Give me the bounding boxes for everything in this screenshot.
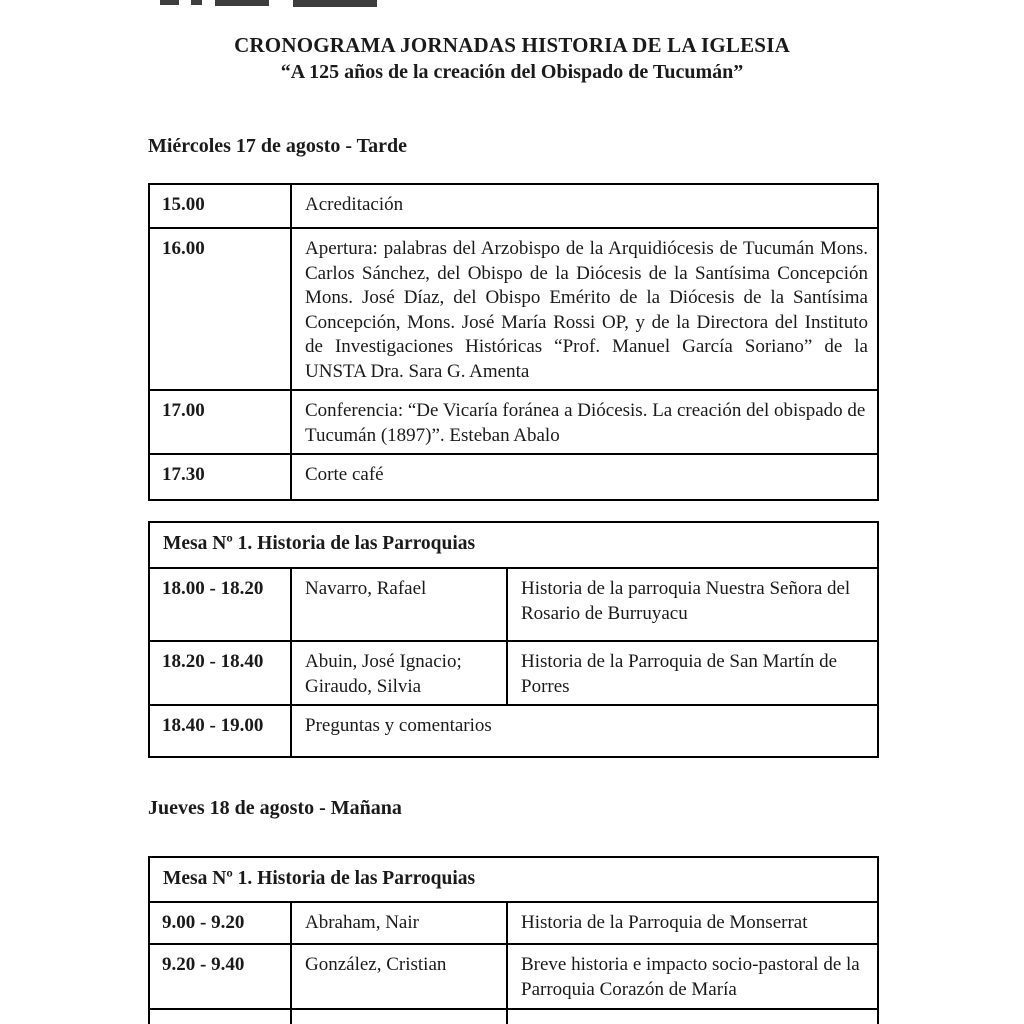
clipped-text-fragment [293,0,377,7]
table-row [149,902,878,944]
description-cell: Acreditación [291,184,878,228]
topic-cell [507,1009,878,1024]
table-row [149,522,878,568]
topic-cell: Historia de la parroquia Nuestra Señora del Rosario de Burruyacu [507,568,878,641]
table-row [149,857,878,902]
description-cell: Corte café [291,454,878,500]
mesa1-table-wednesday [148,521,879,758]
description-cell: Apertura: palabras del Arzobispo de la Arquidiócesis de Tucumán Mons. Carlos Sánchez, del Obispo de la Diócesis de la Santísima Concepción Mons. José Díaz, del Obispo Emérito de la Diócesis de la Santísima Concepción, Mons. José María Rossi OP, y de la Directora del Instituto de Investigaciones Históricas “Prof. Manuel García Soriano” de la UNSTA Dra. Sara G. Amenta [291,228,878,390]
speaker-cell: Navarro, Rafael [291,568,507,641]
clipped-text-fragment [191,0,202,5]
time-cell: 18.40 - 19.00 [149,705,291,757]
table-row [149,705,878,757]
topic-cell: Historia de la Parroquia de Monserrat [507,902,878,944]
description-cell: Preguntas y comentarios [291,705,878,757]
mesa-header-cell: Mesa Nº 1. Historia de las Parroquias [149,857,878,902]
table-row [149,944,878,1009]
speaker-cell [291,1009,507,1024]
table-row [149,390,878,454]
time-cell: 17.00 [149,390,291,454]
speaker-cell: González, Cristian [291,944,507,1009]
clipped-text-fragment [215,0,269,6]
section-heading-wednesday: Miércoles 17 de agosto - Tarde [148,135,408,157]
time-cell: 9.20 - 9.40 [149,944,291,1009]
time-cell: 15.00 [149,184,291,228]
topic-cell: Breve historia e impacto socio-pastoral de la Parroquia Corazón de María [507,944,878,1009]
mesa1-table-thursday [148,856,879,1024]
description-cell: Conferencia: “De Vicaría foránea a Diócesis. La creación del obispado de Tucumán (1897)”. Esteban Abalo [291,390,878,454]
speaker-cell: Abuin, José Ignacio; Giraudo, Silvia [291,641,507,705]
table-row [149,454,878,500]
page-title: CRONOGRAMA JORNADAS HISTORIA DE LA IGLESIA [234,33,790,57]
time-cell: 9.00 - 9.20 [149,902,291,944]
time-cell: 17.30 [149,454,291,500]
speaker-cell: Abraham, Nair [291,902,507,944]
section-heading-thursday: Jueves 18 de agosto - Mañana [148,797,402,819]
page-subtitle: “A 125 años de la creación del Obispado de Tucumán” [280,61,744,83]
schedule-table-wednesday [148,183,879,501]
time-cell: 18.00 - 18.20 [149,568,291,641]
table-row [149,568,878,641]
mesa-header-cell: Mesa Nº 1. Historia de las Parroquias [149,522,878,568]
table-row [149,184,878,228]
topic-cell: Historia de la Parroquia de San Martín de Porres [507,641,878,705]
time-cell [149,1009,291,1024]
document-header [0,32,1024,85]
partial-row [149,1009,878,1024]
clipped-text-fragment [160,0,179,5]
table-row [149,641,878,705]
time-cell: 18.20 - 18.40 [149,641,291,705]
time-cell: 16.00 [149,228,291,390]
table-row [149,228,878,390]
